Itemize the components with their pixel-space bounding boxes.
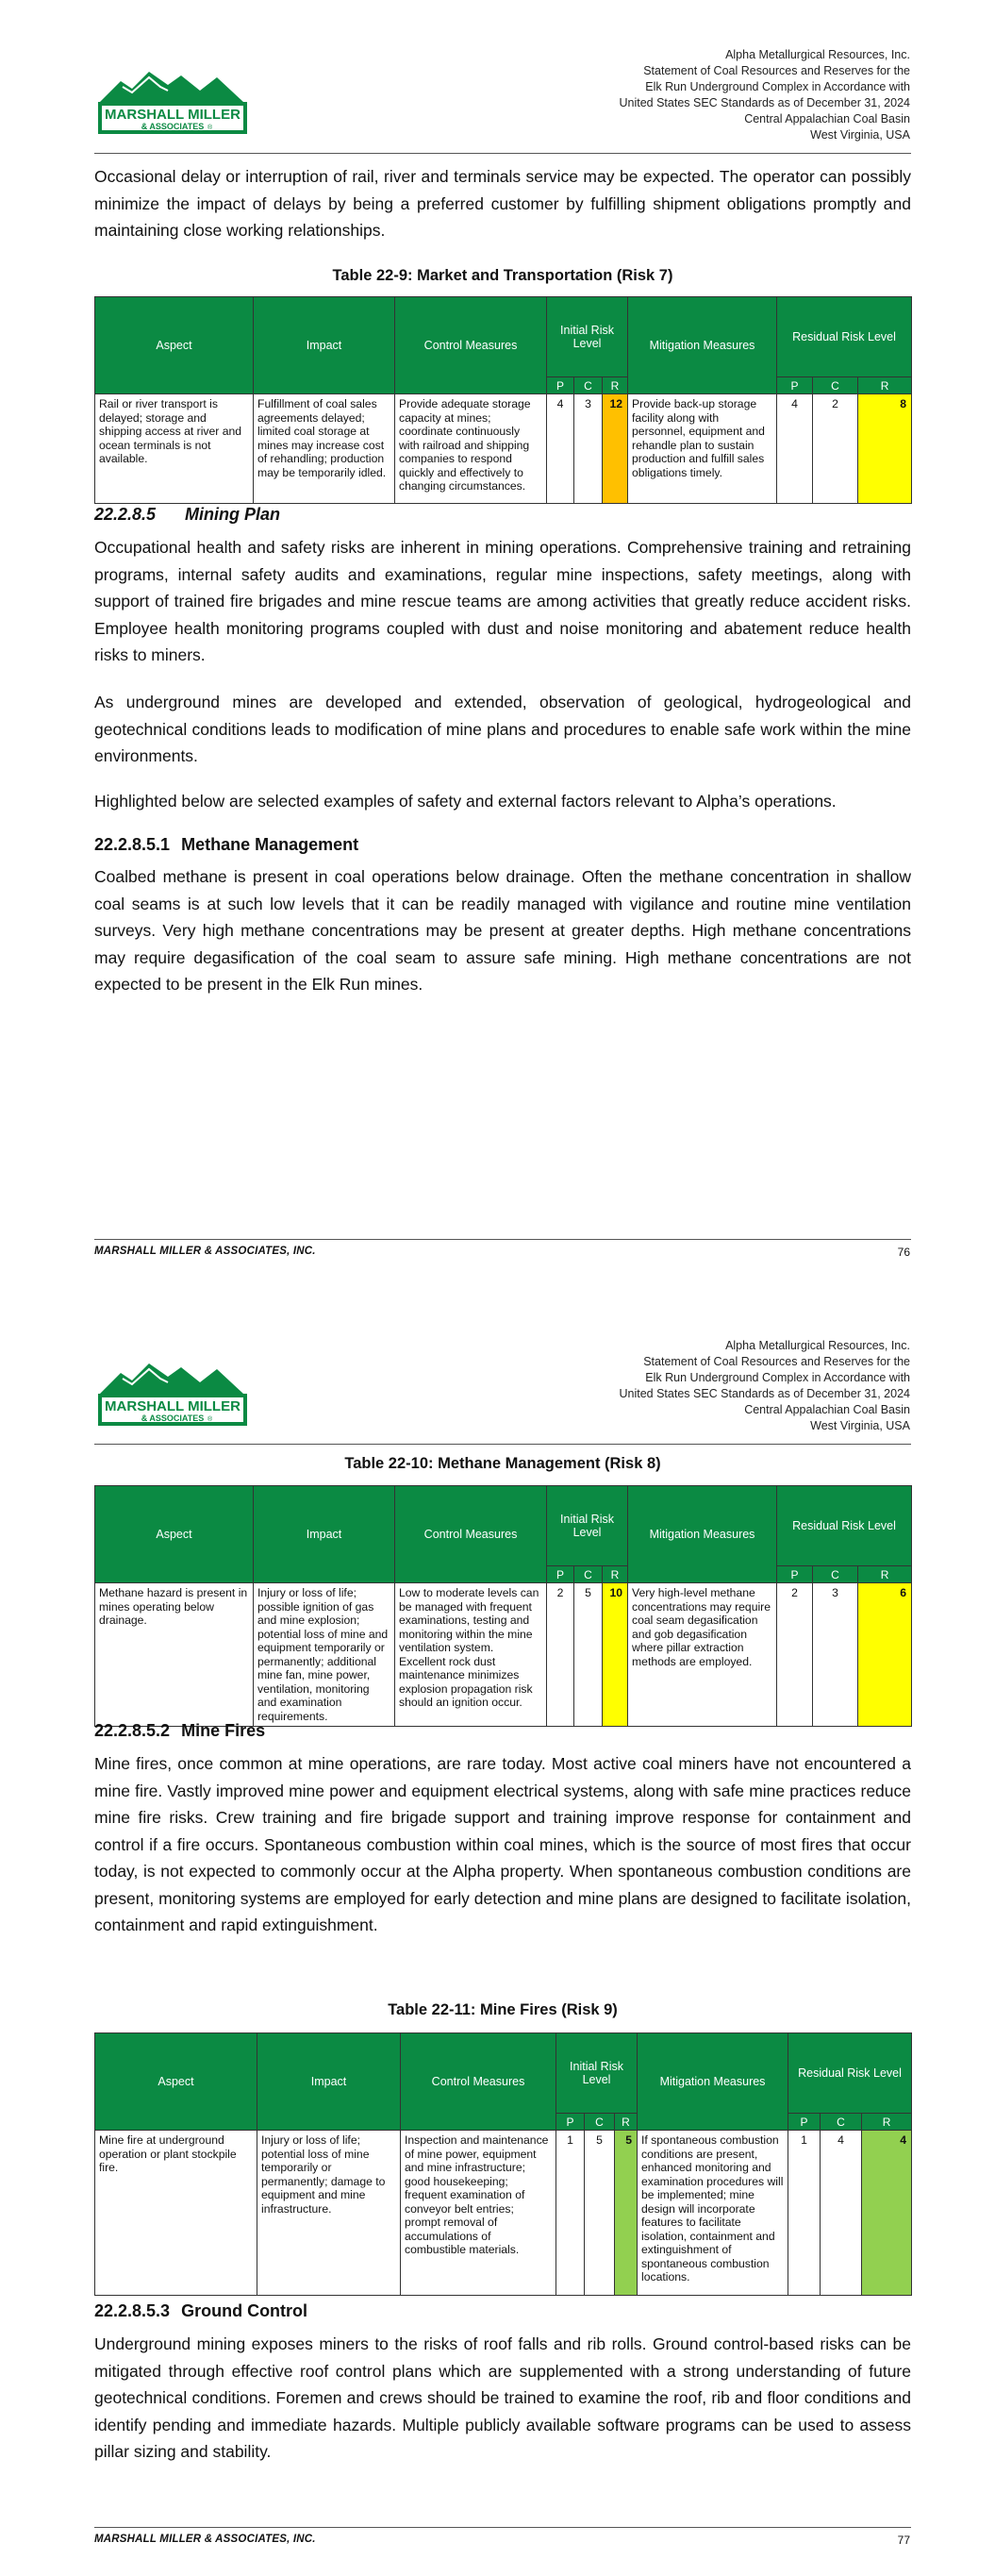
header-initial-risk: Initial Risk Level	[547, 297, 628, 377]
cell-initial-c: 5	[574, 1583, 603, 1727]
mining-plan-paragraph-1: Occupational health and safety risks are inherent in mining operations. Comprehensive training and retraining programs, internal safety audits and examinations, regular mine inspections, safety meetings, along with support of trained fire brigades and mine rescue teams are among activities that greatly reduce accident risks. Employee health monitoring programs coupled with dust and noise monitoring and abatement reduce health risks to miners.	[94, 538, 911, 664]
cell-initial-r: 5	[615, 2131, 638, 2296]
header-mitigation-measures: Mitigation Measures	[628, 1486, 777, 1583]
cell-residual-c: 2	[813, 394, 858, 504]
subsection-heading-ground-control	[94, 2301, 307, 2321]
header-mitigation-measures: Mitigation Measures	[638, 2033, 788, 2131]
header-line: Statement of Coal Resources and Reserves for the	[643, 1355, 910, 1368]
section-number: 22.2.8.5	[94, 505, 157, 524]
header-aspect: Aspect	[95, 2033, 257, 2131]
mining-plan-paragraph-3: Highlighted below are selected examples of safety and external factors relevant to Alpha’s operations.	[94, 792, 837, 811]
risk-table-methane-management	[94, 1485, 912, 1727]
cell-initial-p: 2	[547, 1583, 574, 1727]
mountain-logo-icon	[94, 64, 250, 138]
section-heading-mining-plan	[94, 505, 280, 525]
cell-residual-r: 6	[858, 1583, 912, 1727]
cell-impact: Fulfillment of coal sales agreements delayed; limited coal storage at mines may increase cost of rehandling; production may be temporarily idled.	[254, 394, 395, 504]
methane-paragraph: Coalbed methane is present in coal operations below drainage. Often the methane concentration in shallow coal seams is at such low levels that it can be readily managed with vigilance and routine mine ventilation surveys. Very high methane concentrations may be present at greater depths. High methane concentrations may require degasification of the coal seam to assure safe mining. High methane concentrations are not expected to be present in the Elk Run mines.	[94, 867, 911, 994]
header-impact: Impact	[254, 1486, 395, 1583]
page-77	[0, 1288, 995, 2576]
intro-paragraph: Occasional delay or interruption of rail, river and terminals service may be expected. The operator can possibly minimize the impact of delays by being a preferred customer by fulfilling shipment obligations promptly and maintaining close working relationships.	[94, 167, 911, 240]
company-logo	[94, 64, 250, 138]
header-r: R	[615, 2114, 638, 2131]
header-initial-risk: Initial Risk Level	[547, 1486, 628, 1566]
header-residual-risk: Residual Risk Level	[777, 1486, 912, 1566]
header-line: Alpha Metallurgical Resources, Inc.	[725, 48, 910, 61]
cell-initial-r: 12	[603, 394, 628, 504]
header-line: Elk Run Underground Complex in Accordance with	[645, 80, 910, 93]
table-caption: Table 22-11: Mine Fires (Risk 9)	[388, 2001, 618, 2018]
header-c: C	[574, 1566, 603, 1583]
cell-residual-c: 3	[813, 1583, 858, 1727]
header-c: C	[574, 377, 603, 394]
header-c: C	[585, 2114, 615, 2131]
mine-fires-paragraph: Mine fires, once common at mine operations, are rare today. Most active coal miners have not encountered a mine fire. Vastly improved mine power and equipment electrical systems, along with safe mine practices reduce mine fire risks. Crew training and fire brigade support and training improve response for containment and control if a fire occurs. Spontaneous combustion within coal mines, which is the source of most fires that occur today, is not expected to commonly occur at the Alpha property. When spontaneous combustion conditions are present, monitoring systems are employed for early detection and mine plans are designed to facilitate isolation, containment and rapid extinguishment.	[94, 1754, 911, 1934]
svg-text:MARSHALL MILLER: MARSHALL MILLER	[105, 1398, 240, 1414]
subsection-heading-methane	[94, 835, 358, 855]
header-residual-risk: Residual Risk Level	[777, 297, 912, 377]
svg-text:& ASSOCIATES: & ASSOCIATES	[141, 122, 205, 131]
cell-mitigation: If spontaneous combustion conditions are present, enhanced monitoring and examination procedures will be implemented; mine design will incorporate features to facilitate isolation, containment and extinguishment of spontaneous combustion locations.	[638, 2131, 788, 2296]
header-residual-risk: Residual Risk Level	[788, 2033, 912, 2114]
ground-control-paragraph: Underground mining exposes miners to the risks of roof falls and rib rolls. Ground control-based risks can be mitigated through effective roof control plans which are supplemented with a strong understanding of future geotechnical conditions. Foremen and crews should be trained to examine the roof, rib and floor conditions and identify pending and immediate hazards. Multiple publicly available software programs can be used to assess pillar sizing and stability.	[94, 2334, 911, 2461]
footer-company: MARSHALL MILLER & ASSOCIATES, INC.	[94, 2534, 316, 2545]
risk-table-market-transportation	[94, 296, 912, 504]
cell-impact: Injury or loss of life; potential loss of mine temporarily or permanently; damage to equipment and mine infrastructure.	[257, 2131, 401, 2296]
header-divider	[94, 1444, 911, 1445]
section-title: Ground Control	[181, 2301, 308, 2320]
cell-mitigation: Provide back-up storage facility along with personnel, equipment and rehandle plan to sustain production and fulfill sales obligations timely.	[628, 394, 777, 504]
section-title: Methane Management	[181, 835, 359, 854]
cell-residual-p: 2	[777, 1583, 813, 1727]
header-c: C	[813, 1566, 858, 1583]
svg-text:®: ®	[207, 1416, 213, 1423]
svg-text:®: ®	[207, 125, 213, 131]
header-line: Central Appalachian Coal Basin	[744, 1403, 910, 1416]
cell-aspect: Mine fire at underground operation or plant stockpile fire.	[95, 2131, 257, 2296]
footer-divider	[94, 2527, 911, 2528]
cell-initial-p: 1	[556, 2131, 585, 2296]
risk-table-mine-fires	[94, 2032, 912, 2296]
section-title: Mine Fires	[181, 1721, 266, 1740]
cell-residual-r: 8	[858, 394, 912, 504]
header-p: P	[777, 377, 813, 394]
header-divider	[94, 153, 911, 154]
table-caption: Table 22-9: Market and Transportation (Risk 7)	[332, 267, 673, 284]
header-control-measures: Control Measures	[401, 2033, 556, 2131]
header-c: C	[813, 377, 858, 394]
cell-initial-p: 4	[547, 394, 574, 504]
section-title: Mining Plan	[185, 505, 280, 524]
header-line: West Virginia, USA	[810, 128, 910, 142]
subsection-heading-mine-fires	[94, 1721, 265, 1741]
section-number: 22.2.8.5.2	[94, 1721, 171, 1740]
cell-residual-p: 1	[788, 2131, 821, 2296]
cell-initial-c: 3	[574, 394, 603, 504]
table-caption: Table 22-10: Methane Management (Risk 8)	[344, 1455, 661, 1472]
footer-company: MARSHALL MILLER & ASSOCIATES, INC.	[94, 1246, 316, 1257]
page-number: 77	[897, 2534, 910, 2547]
header-c: C	[821, 2114, 862, 2131]
header-control-measures: Control Measures	[395, 297, 547, 394]
cell-mitigation: Very high-level methane concentrations may require coal seam degasification and gob degasification where pillar extraction methods are employed.	[628, 1583, 777, 1727]
document-header	[514, 1338, 910, 1434]
cell-aspect: Methane hazard is present in mines operating below drainage.	[95, 1583, 254, 1727]
svg-text:& ASSOCIATES: & ASSOCIATES	[141, 1413, 205, 1423]
header-line: Alpha Metallurgical Resources, Inc.	[725, 1339, 910, 1352]
header-line: United States SEC Standards as of December 31, 2024	[619, 96, 910, 109]
footer-divider	[94, 1239, 911, 1240]
cell-control: Low to moderate levels can be managed with frequent examinations, testing and monitoring within the mine ventilation system. Excellent rock dust maintenance minimizes explosion propagation risk should an ignition occur.	[395, 1583, 547, 1727]
header-r: R	[862, 2114, 912, 2131]
header-p: P	[556, 2114, 585, 2131]
page-76	[0, 0, 995, 1283]
header-r: R	[603, 377, 628, 394]
cell-impact: Injury or loss of life; possible ignition of gas and mine explosion; potential loss of mine and equipment temporarily or permanently; additional mine fan, mine power, ventilation, monitoring and examination requirements.	[254, 1583, 395, 1727]
document-header	[514, 47, 910, 143]
svg-text:MARSHALL MILLER: MARSHALL MILLER	[105, 107, 240, 123]
header-line: United States SEC Standards as of December 31, 2024	[619, 1387, 910, 1400]
header-line: Statement of Coal Resources and Reserves for the	[643, 64, 910, 77]
header-aspect: Aspect	[95, 1486, 254, 1583]
cell-control: Inspection and maintenance of mine power, equipment and mine infrastructure; good housekeeping; frequent examination of conveyor belt entries; prompt removal of accumulations of combustible materials.	[401, 2131, 556, 2296]
cell-initial-c: 5	[585, 2131, 615, 2296]
header-p: P	[777, 1566, 813, 1583]
cell-residual-r: 4	[862, 2131, 912, 2296]
header-p: P	[547, 377, 574, 394]
header-impact: Impact	[257, 2033, 401, 2131]
header-initial-risk: Initial Risk Level	[556, 2033, 638, 2114]
cell-initial-r: 10	[603, 1583, 628, 1727]
header-line: Central Appalachian Coal Basin	[744, 112, 910, 125]
cell-residual-c: 4	[821, 2131, 862, 2296]
table-row	[95, 2131, 912, 2296]
header-aspect: Aspect	[95, 297, 254, 394]
header-r: R	[858, 1566, 912, 1583]
header-mitigation-measures: Mitigation Measures	[628, 297, 777, 394]
header-r: R	[858, 377, 912, 394]
cell-aspect: Rail or river transport is delayed; storage and shipping access at river and ocean terminals is not available.	[95, 394, 254, 504]
header-p: P	[788, 2114, 821, 2131]
table-row	[95, 1583, 912, 1727]
header-line: West Virginia, USA	[810, 1419, 910, 1432]
section-number: 22.2.8.5.3	[94, 2301, 171, 2320]
header-line: Elk Run Underground Complex in Accordance with	[645, 1371, 910, 1384]
cell-residual-p: 4	[777, 394, 813, 504]
header-r: R	[603, 1566, 628, 1583]
section-number: 22.2.8.5.1	[94, 835, 171, 854]
mining-plan-paragraph-2: As underground mines are developed and extended, observation of geological, hydrogeological and geotechnical conditions leads to modification of mine plans and procedures to enable safe work within the mine environments.	[94, 693, 911, 765]
company-logo	[94, 1356, 250, 1430]
page-number: 76	[897, 1246, 910, 1259]
table-row	[95, 394, 912, 504]
mountain-logo-icon	[94, 1356, 250, 1430]
header-impact: Impact	[254, 297, 395, 394]
header-p: P	[547, 1566, 574, 1583]
header-control-measures: Control Measures	[395, 1486, 547, 1583]
cell-control: Provide adequate storage capacity at mines; coordinate continuously with railroad and shipping companies to respond quickly and effectively to changing circumstances.	[395, 394, 547, 504]
